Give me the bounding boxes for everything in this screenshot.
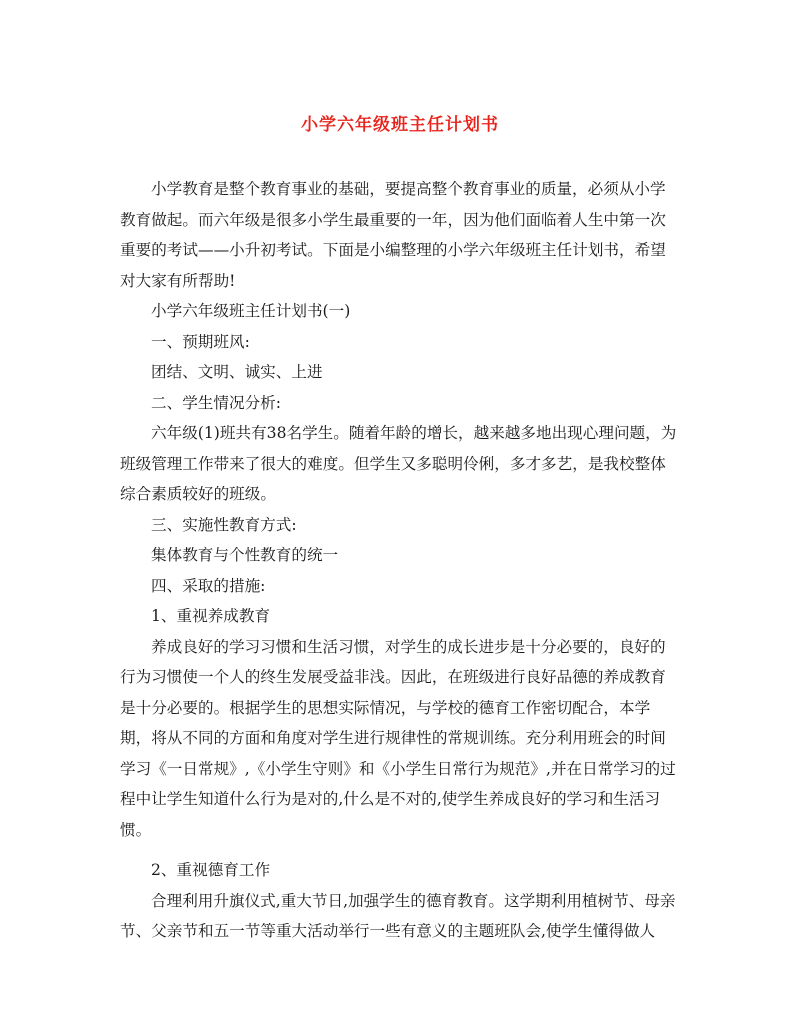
document-body [120,174,680,947]
measure-2-heading: 2、重视德育工作 [151,861,271,879]
measure-2-paragraph: 合理利用升旗仪式,重大节日,加强学生的德育教育。这学期利用植树节、母亲节、父亲节和五一节等重大活动举行一些有意义的主题班队会,使学生懂得做人 [120,891,676,940]
document-title: 小学六年级班主任计划书 [301,115,499,135]
plan-subtitle: 小学六年级班主任计划书(一) [151,302,351,320]
measure-1-heading: 1、重视养成教育 [151,607,271,625]
section-heading-student-analysis: 二、学生情况分析: [151,393,282,412]
measure-1-paragraph: 养成良好的学习习惯和生活习惯，对学生的成长进步是十分必要的，良好的行为习惯使一个人的终生发展受益非浅。因此，在班级进行良好品德的养成教育是十分必要的。根据学生的思想实际情况，与学校的德育工作密切配合，本学期，将从不同的方面和角度对学生进行规律性的常规训练。充分利用班会的时间学习《一日常规》,《小学生守则》和《小学生日常行为规范》,并在日常学习的过程中让学生知道什么行为是对的,什么是不对的,使学生养成良好的学习和生活习惯。 [120,637,676,839]
intro-paragraph: 小学教育是整个教育事业的基础，要提高整个教育事业的质量，必须从小学教育做起。而六年级是很多小学生最重要的一年，因为他们面临着人生中第一次重要的考试——小升初考试。下面是小编整理的小学六年级班主任计划书，希望对大家有所帮助! [120,180,666,290]
education-method-text: 集体教育与个性教育的统一 [151,546,339,564]
section-heading-class-style: 一、预期班风: [151,332,250,351]
section-heading-measures: 四、采取的措施: [151,576,266,595]
student-analysis-paragraph: 六年级(1)班共有38名学生。随着年龄的增长，越来越多地出现心理问题，为班级管理工作带来了很大的难度。但学生又多聪明伶俐，多才多艺，是我校整体综合素质较好的班级。 [120,424,677,503]
class-style-text: 团结、文明、诚实、上进 [151,363,323,381]
section-heading-education-method: 三、实施性教育方式: [151,515,297,534]
